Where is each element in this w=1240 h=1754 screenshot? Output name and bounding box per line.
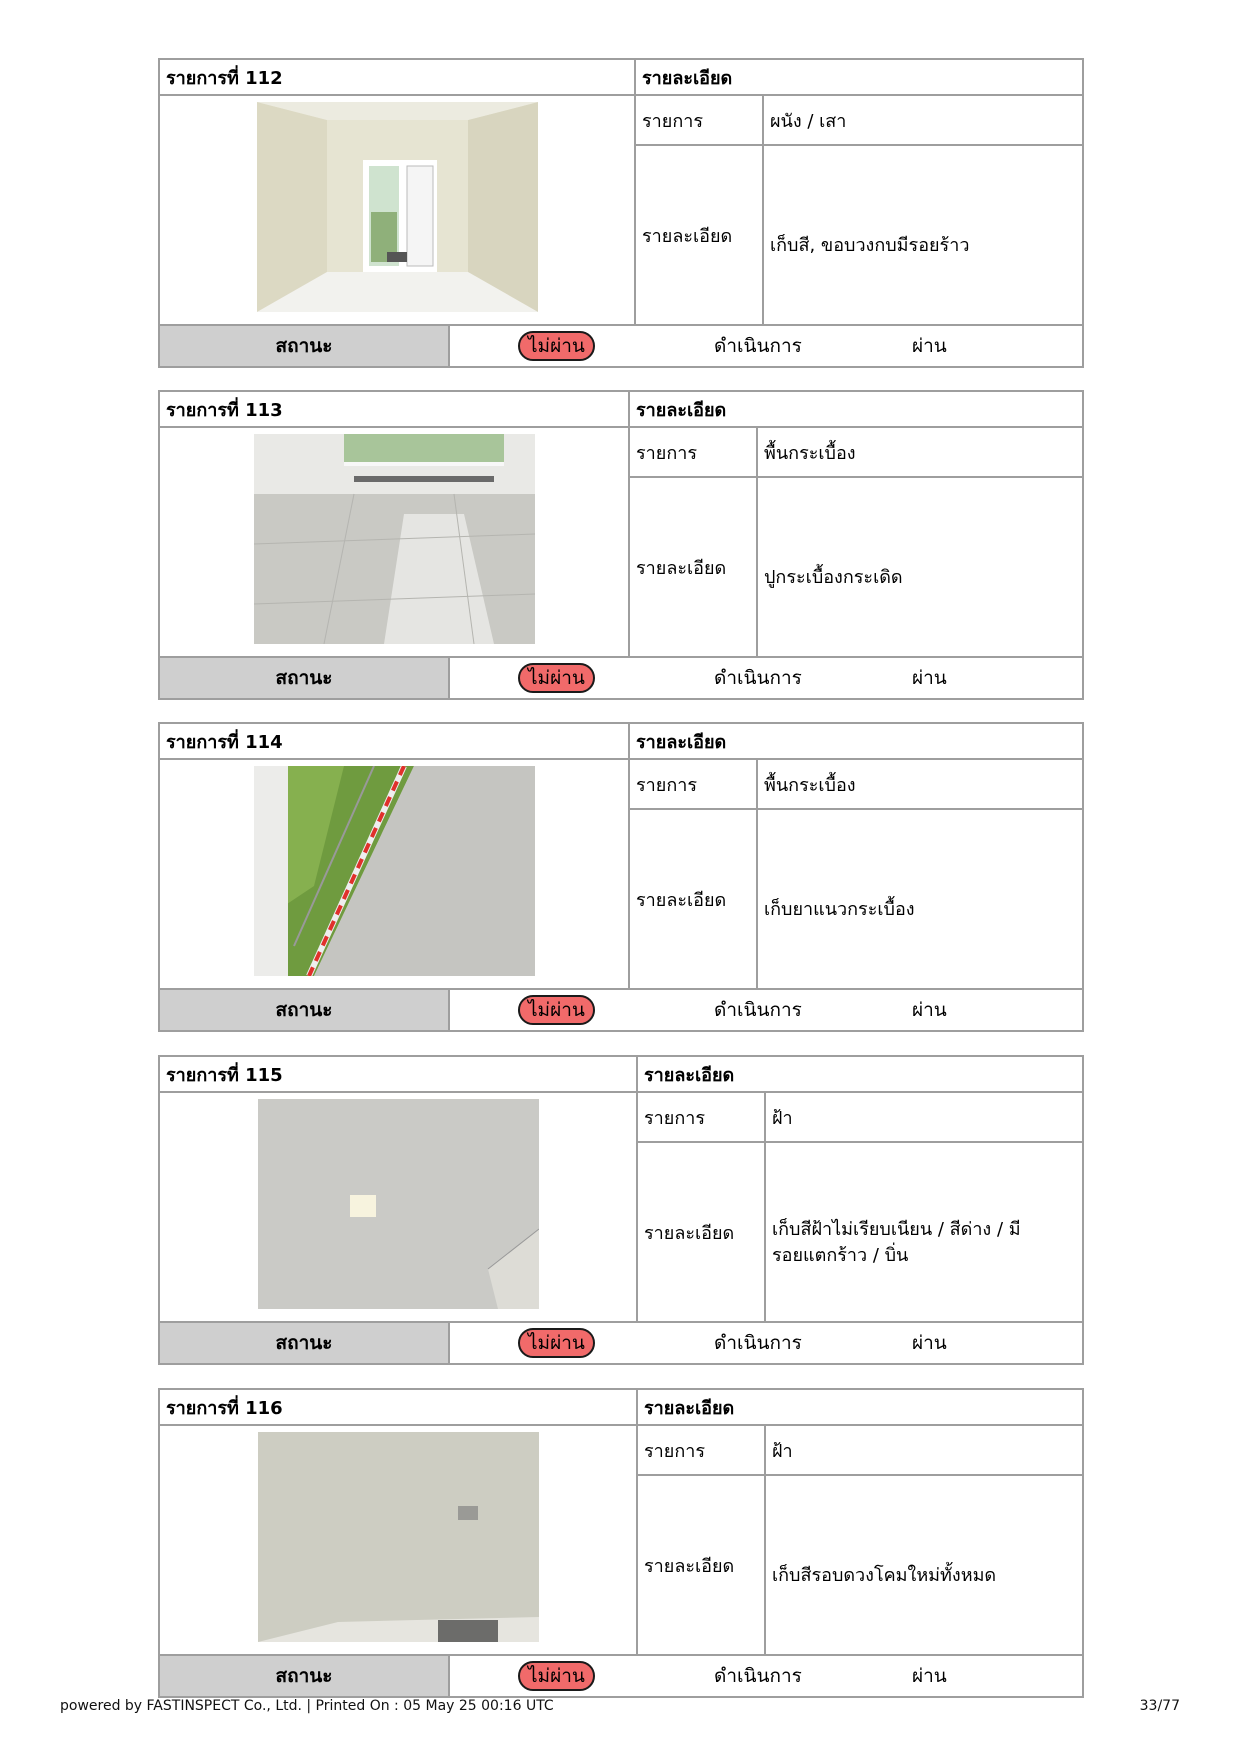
detail-label: รายละเอียด (638, 1143, 766, 1321)
item-detail: เก็บสีฝ้าไม่เรียบเนียน / สีด่าง / มีรอยแตกร้าว / บิ่น (772, 1219, 1021, 1266)
item-photo (254, 766, 535, 976)
item-title: รายการที่ 112 (160, 60, 636, 94)
item-detail: เก็บสีรอบดวงโคมใหม่ทั้งหมด (772, 1565, 997, 1586)
status-in-progress-option[interactable]: ดำเนินการ (714, 1332, 802, 1354)
item-title: รายการที่ 113 (160, 392, 630, 426)
item-label: รายการ (630, 760, 758, 808)
status-label: สถานะ (160, 658, 450, 698)
item-detail: ปูกระเบื้องกระเดิด (764, 567, 903, 588)
status-pass-option[interactable]: ผ่าน (912, 1665, 947, 1687)
item-label: รายการ (636, 96, 764, 144)
item-title: รายการที่ 116 (160, 1390, 638, 1424)
item-photo (258, 1099, 539, 1309)
status-in-progress-option[interactable]: ดำเนินการ (714, 335, 802, 357)
detail-label: รายละเอียด (638, 1476, 766, 1654)
item-label: รายการ (630, 428, 758, 476)
page-number: 33/77 (1139, 1698, 1180, 1714)
status-fail-badge[interactable]: ไม่ผ่าน (518, 331, 595, 361)
item-photo (258, 1432, 539, 1642)
status-in-progress-option[interactable]: ดำเนินการ (714, 1665, 802, 1687)
status-label: สถานะ (160, 1656, 450, 1696)
footer-credit: powered by FASTINSPECT Co., Ltd. | Printed On : 05 May 25 00:16 UTC (60, 1698, 554, 1714)
inspection-item-115 (158, 1055, 1084, 1365)
inspection-item-113 (158, 390, 1084, 700)
item-detail: เก็บสี, ขอบวงกบมีรอยร้าว (770, 235, 970, 256)
status-fail-badge[interactable]: ไม่ผ่าน (518, 1328, 595, 1358)
item-detail: เก็บยาแนวกระเบื้อง (764, 899, 915, 920)
item-photo (257, 102, 538, 312)
detail-header: รายละเอียด (642, 67, 733, 89)
item-label: รายการ (638, 1426, 766, 1474)
status-fail-badge[interactable]: ไม่ผ่าน (518, 1661, 595, 1691)
item-category: พื้นกระเบื้อง (764, 774, 856, 796)
item-title: รายการที่ 114 (160, 724, 630, 758)
detail-label: รายละเอียด (630, 478, 758, 656)
status-label: สถานะ (160, 1323, 450, 1363)
item-label: รายการ (638, 1093, 766, 1141)
detail-header: รายละเอียด (636, 399, 727, 421)
status-fail-badge[interactable]: ไม่ผ่าน (518, 995, 595, 1025)
item-photo (254, 434, 535, 644)
inspection-item-114 (158, 722, 1084, 1032)
detail-header: รายละเอียด (636, 731, 727, 753)
detail-label: รายละเอียด (636, 146, 764, 324)
status-pass-option[interactable]: ผ่าน (912, 335, 947, 357)
detail-header: รายละเอียด (644, 1064, 735, 1086)
item-category: ผนัง / เสา (770, 110, 847, 132)
detail-label: รายละเอียด (630, 810, 758, 988)
status-in-progress-option[interactable]: ดำเนินการ (714, 667, 802, 689)
status-label: สถานะ (160, 326, 450, 366)
status-fail-badge[interactable]: ไม่ผ่าน (518, 663, 595, 693)
item-category: ฝ้า (772, 1107, 793, 1129)
item-category: ฝ้า (772, 1440, 793, 1462)
status-pass-option[interactable]: ผ่าน (912, 999, 947, 1021)
inspection-item-116 (158, 1388, 1084, 1698)
status-in-progress-option[interactable]: ดำเนินการ (714, 999, 802, 1021)
status-label: สถานะ (160, 990, 450, 1030)
detail-header: รายละเอียด (644, 1397, 735, 1419)
item-category: พื้นกระเบื้อง (764, 442, 856, 464)
item-title: รายการที่ 115 (160, 1057, 638, 1091)
status-pass-option[interactable]: ผ่าน (912, 1332, 947, 1354)
inspection-item-112 (158, 58, 1084, 368)
status-pass-option[interactable]: ผ่าน (912, 667, 947, 689)
